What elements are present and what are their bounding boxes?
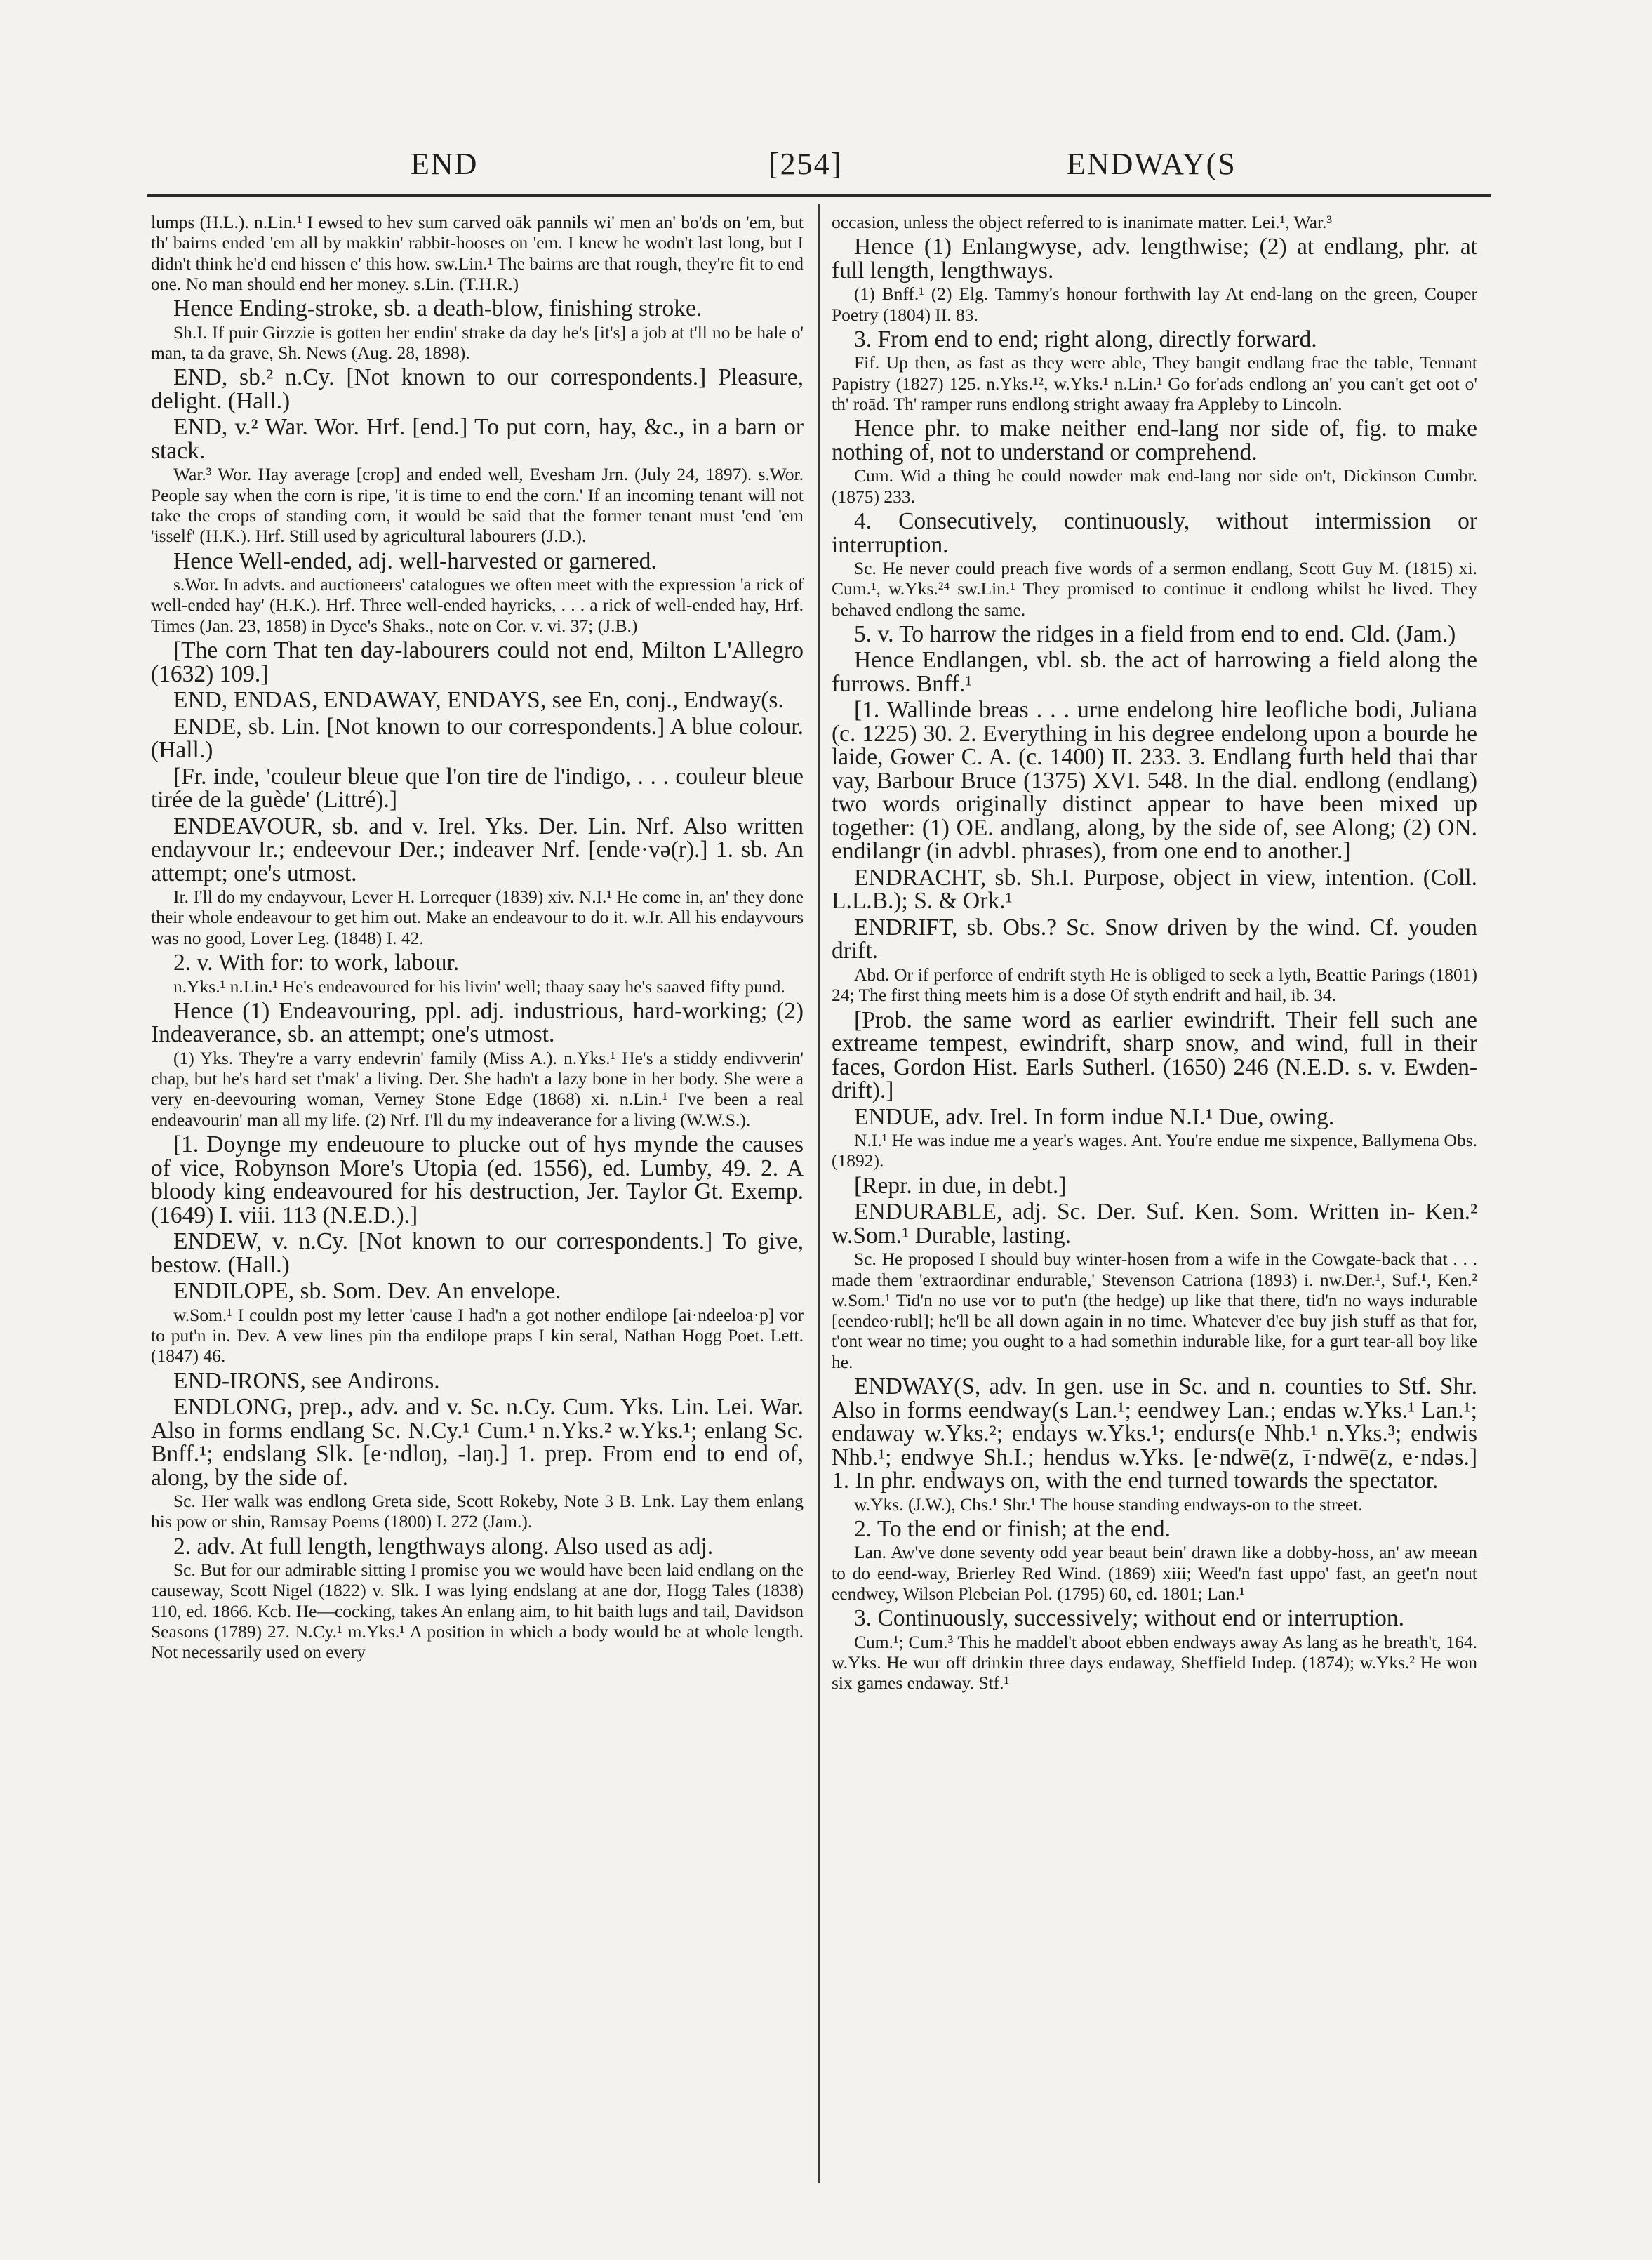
entry-paragraph: ENDEW, v. n.Cy. [Not known to our correspondents.] To give, bestow. (Hall.)	[151, 1228, 804, 1278]
citation-paragraph: Sc. He never could preach five words of a sermon endlang, Scott Guy M. (1815) xi. Cum.¹, w.Yks.²⁴ sw.Lin.¹ They promised to continue it endlong whilst he lived. They behaved endlong the same.	[832, 558, 1477, 620]
citation-paragraph: w.Yks. (J.W.), Chs.¹ Shr.¹ The house standing endways-on to the street.	[854, 1494, 1363, 1515]
citation-paragraph: War.³ Wor. Hay average [crop] and ended well, Evesham Jrn. (July 24, 1897). s.Wor. People say when the corn is ripe, 'it is time to end the corn.' If an incoming tenant will not take the crops of standing corn, it would be said that the former tenant must 'end 'em 'isself' (H.K.). Hrf. Still used by agricultural labourers (J.D.).	[151, 464, 804, 547]
entry-paragraph: ENDURABLE, adj. Sc. Der. Suf. Ken. Som. Written in- Ken.² w.Som.¹ Durable, lasting.	[832, 1199, 1477, 1249]
citation-paragraph: Fif. Up then, as fast as they were able, They bangit endlang frae the table, Tennant Papistry (1827) 125. n.Yks.¹², w.Yks.¹ n.Lin.¹ Go for'ads endlong an' you can't get oot o' th' roād. Th' ramper runs endlong stright awaay fra Appleby to Lincoln.	[832, 352, 1477, 415]
entry-paragraph: Hence phr. to make neither end-lang nor side of, fig. to make nothing of, not to understand or comprehend.	[832, 416, 1477, 465]
entry-paragraph: 2. v. With for: to work, labour.	[173, 950, 460, 976]
citation-paragraph: Abd. Or if perforce of endrift styth He is obliged to seek a lyth, Beattie Parings (1801) 24; The first thing meets him is a dose Of styth endrift and hail, ib. 34.	[832, 964, 1477, 1006]
header-rule	[147, 194, 1491, 197]
citation-paragraph: s.Wor. In advts. and auctioneers' catalogues we often meet with the expression 'a rick of well-ended hay' (H.K.). Hrf. Three well-ended hayricks, . . . a rick of well-ended hay, Hrf. Times (Jan. 23, 1858) in Dyce's Shaks., note on Cor. v. vi. 37; (J.B.)	[151, 574, 804, 636]
citation-paragraph: Sc. But for our admirable sitting I promise you we would have been laid endlang on the causeway, Scott Nigel (1822) v. Slk. I was lying endslang at ane dor, Hogg Tales (1838) 110, ed. 1866. Kcb. He—cocking, takes An enlang aim, to hit baith lugs and tail, Davidson Seasons (1789) 27. N.Cy.¹ m.Yks.¹ A position in which a body would be at whole length. Not necessarily used on every	[151, 1560, 804, 1663]
entry-paragraph: 3. Continuously, successively; without end or interruption.	[854, 1605, 1405, 1632]
entry-paragraph: ENDE, sb. Lin. [Not known to our correspondents.] A blue colour. (Hall.)	[151, 713, 804, 764]
page-number: [254]	[768, 147, 843, 181]
entry-paragraph: Hence Well-ended, adj. well-harvested or garnered.	[173, 547, 657, 574]
citation-paragraph: occasion, unless the object referred to is inanimate matter. Lei.¹, War.³	[832, 212, 1333, 232]
citation-paragraph: n.Yks.¹ n.Lin.¹ He's endeavoured for his livin' well; thaay saay he's saaved fifty pund.	[173, 976, 785, 997]
citation-paragraph: Sc. He proposed I should buy winter-hosen from a wife in the Cowgate-back that . . . made them 'extraordinar endurable,' Stevenson Catriona (1893) i. nw.Der.¹, Suf.¹, Ken.² w.Som.¹ Tid'n no use vor to put'n (the hedge) up like that there, tid'n no ways indurable [eendeo·rubl]; he'll be all down again in no time. Whatever d'ee buy jish stuff as that for, t'ont wear no time; you ought to a had somethin indurable like, for a gurt tear-all boy like he.	[832, 1249, 1477, 1372]
citation-paragraph: Sc. Her walk was endlong Greta side, Scott Rokeby, Note 3 B. Lnk. Lay them enlang his pow or shin, Ramsay Poems (1800) I. 272 (Jam.).	[151, 1491, 804, 1532]
entry-paragraph: ENDRIFT, sb. Obs.? Sc. Snow driven by the wind. Cf. youden drift.	[832, 914, 1477, 964]
entry-paragraph: [Repr. in due, in debt.]	[854, 1172, 1067, 1199]
entry-paragraph: END-IRONS, see Andirons.	[173, 1367, 440, 1394]
citation-paragraph: lumps (H.L.). n.Lin.¹ I ewsed to hev sum carved oāk pannils wi' men an' bo'ds on 'em, but th' bairns ended 'em all by makkin' rabbit-hooses on 'em. I knew he wodn't last long, but I didn't think he'd end hissen e' this how. sw.Lin.¹ The bairns are that rough, they're fit to end one. No man should end her money. s.Lin. (T.H.R.)	[151, 212, 804, 294]
entry-paragraph: [The corn That ten day-labourers could not end, Milton L'Allegro (1632) 109.]	[151, 637, 804, 687]
entry-paragraph: 3. From end to end; right along, directly forward.	[854, 326, 1317, 352]
entry-paragraph: ENDUE, adv. Irel. In form indue N.I.¹ Due, owing.	[854, 1103, 1335, 1130]
entry-paragraph: ENDEAVOUR, sb. and v. Irel. Yks. Der. Lin. Nrf. Also written endayvour Ir.; endeevour Der.; indeaver Nrf. [ende·və(r).] 1. sb. An attempt; one's utmost.	[151, 813, 804, 886]
entry-paragraph: Hence (1) Endeavouring, ppl. adj. industrious, hard-working; (2) Indeaverance, sb. an attempt; one's utmost.	[151, 997, 804, 1048]
running-head-left: END	[411, 147, 479, 181]
citation-paragraph: w.Som.¹ I couldn post my letter 'cause I had'n a got nother endilope [ai·ndeeloa·p] vor to put'n in. Dev. A vew lines pin tha endilope praps I kin seral, Nathan Hogg Poet. Lett. (1847) 46.	[151, 1304, 804, 1367]
entry-paragraph: [Prob. the same word as earlier ewindrift. Their fell such ane extreame tempest, ewindrift, sharp snow, and wind, full in their faces, Gordon Hist. Earls Sutherl. (1650) 246 (N.E.D. s. v. Ewden-drift).]	[832, 1006, 1477, 1104]
running-head-right: ENDWAY(S	[1067, 147, 1237, 181]
citation-paragraph: Sh.I. If puir Girzzie is gotten her endin' strake da day he's [it's] a job at t'll no be hale o' man, ta da grave, Sh. News (Aug. 28, 1898).	[151, 321, 804, 364]
entry-paragraph: 5. v. To harrow the ridges in a field from end to end. Cld. (Jam.)	[854, 620, 1456, 647]
entry-paragraph: END, v.² War. Wor. Hrf. [end.] To put corn, hay, &c., in a barn or stack.	[151, 414, 804, 464]
entry-paragraph: [1. Doynge my endeuoure to plucke out of hys mynde the causes of vice, Robynson More's Utopia (ed. 1556), ed. Lumby, 49. 2. A bloody king endeavoured for his destruction, Jer. Taylor Gt. Exemp. (1649) I. viii. 113 (N.E.D.).]	[151, 1131, 804, 1228]
citation-paragraph: (1) Yks. They're a varry endevrin' family (Miss A.). n.Yks.¹ He's a stiddy endivverin' chap, but he's hard set t'mak' a living. Der. She hadn't a lazy bone in her body. She were a very en-deevouring woman, Verney Stone Edge (1868) xi. n.Lin.¹ I've been a real endeavourin' man all my life. (2) Nrf. I'll du my indeaverance for a living (W.W.S.).	[151, 1047, 804, 1130]
entry-paragraph: Hence (1) Enlangwyse, adv. lengthwise; (2) at endlang, phr. at full length, lengthways.	[832, 234, 1477, 284]
citation-paragraph: Cum. Wid a thing he could nowder mak end-lang nor side on't, Dickinson Cumbr. (1875) 233.	[832, 465, 1477, 507]
entry-paragraph: ENDRACHT, sb. Sh.I. Purpose, object in view, intention. (Coll. L.L.B.); S. & Ork.¹	[832, 864, 1477, 915]
left-column	[151, 211, 804, 1663]
entry-paragraph: ENDILOPE, sb. Som. Dev. An envelope.	[173, 1278, 561, 1305]
entry-paragraph: 2. adv. At full length, lengthways along. Also used as adj.	[173, 1533, 714, 1560]
entry-paragraph: END, ENDAS, ENDAWAY, ENDAYS, see En, conj., Endway(s.	[173, 687, 784, 714]
citation-paragraph: N.I.¹ He was indue me a year's wages. Ant. You're endue me sixpence, Ballymena Obs. (1892).	[832, 1130, 1477, 1171]
entry-paragraph: Hence Endlangen, vbl. sb. the act of harrowing a field along the furrows. Bnff.¹	[832, 647, 1477, 697]
entry-paragraph: 4. Consecutively, continuously, without intermission or interruption.	[832, 508, 1477, 558]
entry-paragraph: ENDWAY(S, adv. In gen. use in Sc. and n. counties to Stf. Shr. Also in forms eendway(s Lan.¹; eendwey Lan.; endas w.Yks.¹ Lan.¹; endaway w.Yks.²; endays w.Yks.¹; endurs(e Nhb.¹ n.Yks.³; endwis Nhb.¹; endwye Sh.I.; hendus w.Yks. [e·ndwē(z, ī·ndwē(z, e·ndəs.] 1. In phr. endways on, with the end turned towards the spectator.	[832, 1374, 1477, 1494]
running-head	[147, 146, 1491, 188]
column-divider	[818, 204, 820, 2183]
entry-paragraph: Hence Ending-stroke, sb. a death-blow, finishing stroke.	[173, 295, 702, 322]
entry-paragraph: END, sb.² n.Cy. [Not known to our correspondents.] Pleasure, delight. (Hall.)	[151, 364, 804, 414]
citation-paragraph: Ir. I'll do my endayvour, Lever H. Lorrequer (1839) xiv. N.I.¹ He come in, an' they done their whole endeavour to get him out. Make an endeavour to do it. w.Ir. All his endayvours was no good, Lover Leg. (1848) I. 42.	[151, 886, 804, 948]
entry-paragraph: ENDLONG, prep., adv. and v. Sc. n.Cy. Cum. Yks. Lin. Lei. War. Also in forms endlang Sc. N.Cy.¹ Cum.¹ n.Yks.² w.Yks.¹; enlang Sc. Bnff.¹; endslang Slk. [e·ndloŋ, -laŋ.] 1. prep. From end to end of, along, by the side of.	[151, 1394, 804, 1491]
entry-paragraph: 2. To the end or finish; at the end.	[854, 1515, 1171, 1542]
entry-paragraph: [Fr. inde, 'couleur bleue que l'on tire de l'indigo, . . . couleur bleue tirée de la guède' (Littré).]	[151, 763, 804, 813]
entry-paragraph: [1. Wallinde breas . . . urne endelong hire leofliche bodi, Juliana (c. 1225) 30. 2. Everything in his degree endelong upon a bourde he laide, Gower C. A. (c. 1400) II. 233. 3. Endlang furth held thai thar vay, Barbour Bruce (1375) XVI. 548. In the dial. endlong (endlang) two words originally distinct appear to have been mixed up together: (1) OE. andlang, along, by the side of, see Along; (2) ON. endilangr (in advbl. phrases), from one end to another.]	[832, 697, 1477, 865]
citation-paragraph: Lan. Aw've done seventy odd year beaut bein' drawn like a dobby-hoss, an' aw meean to do eend-way, Brierley Red Wind. (1869) xiii; Weed'n fast uppo' fast, an geet'n nout eendwey, Wilson Plebeian Pol. (1795) 60, ed. 1801; Lan.¹	[832, 1542, 1477, 1604]
citation-paragraph: Cum.¹; Cum.³ This he maddel't aboot ebben endways away As lang as he breath't, 164. w.Yks. He wur off drinkin three days endaway, Sheffield Indep. (1874); w.Yks.² He won six games endaway. Stf.¹	[832, 1631, 1477, 1694]
citation-paragraph: (1) Bnff.¹ (2) Elg. Tammy's honour forthwith lay At end-lang on the green, Couper Poetry (1804) II. 83.	[832, 284, 1477, 325]
right-column	[832, 211, 1477, 1694]
